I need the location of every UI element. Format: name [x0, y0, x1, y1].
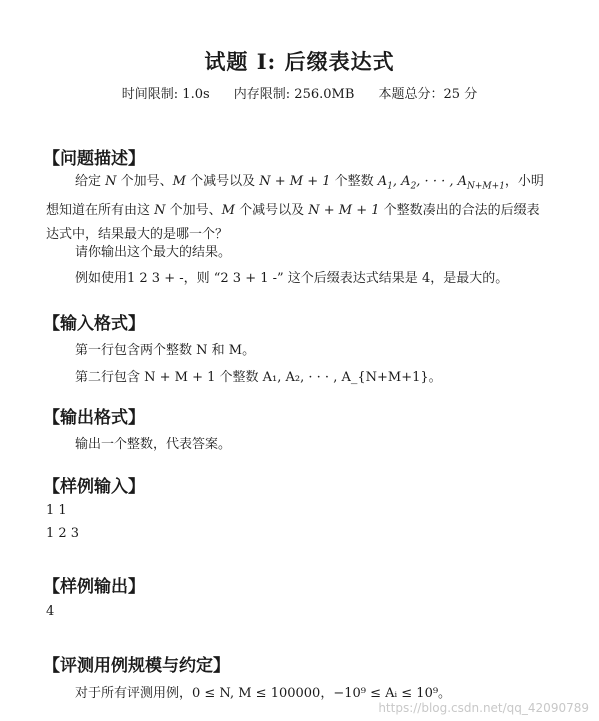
problem-text-b: 个加号、	[116, 174, 173, 189]
problem-text-g: 个减号以及	[234, 202, 309, 218]
sample-input-line-2: 1 2 3	[46, 526, 80, 541]
problem-description-paragraph	[46, 170, 546, 247]
output-line-1: 输出一个整数，代表答案。	[75, 437, 232, 452]
heading-constraints: 【评测用例规模与约定】	[43, 656, 230, 676]
problem-title: 试题 I: 后缀表达式	[204, 49, 395, 74]
constraints-line-1: 对于所有评测用例，0 ≤ N, M ≤ 100000，−10⁹ ≤ Aᵢ ≤ 10⁹。	[75, 686, 452, 701]
problem-text-d: 个整数	[330, 174, 378, 189]
expr-n-m-1: N + M + 1	[259, 174, 331, 189]
input-line-2: 第二行包含 N + M + 1 个整数 A₁, A₂, · · · , A_{N+M+1}。	[75, 370, 442, 385]
heading-problem-description: 【问题描述】	[43, 149, 145, 169]
total-score: 本题总分：25 分	[378, 87, 478, 102]
sample-input-line-1: 1 1	[46, 503, 67, 518]
time-limit: 时间限制: 1.0s	[121, 87, 210, 102]
heading-output-format: 【输出格式】	[43, 408, 145, 428]
var-n-2: N	[154, 202, 166, 218]
memory-limit: 内存限制: 256.0MB	[233, 87, 355, 102]
watermark-text: https://blog.csdn.net/qq_42090789	[378, 701, 589, 715]
sample-output-line-1: 4	[46, 604, 55, 619]
heading-sample-output: 【样例输出】	[43, 577, 145, 597]
problem-text-f: 个加号、	[165, 202, 222, 218]
expr-n-m-1-2: N + M + 1	[308, 202, 380, 218]
heading-sample-input: 【样例输入】	[43, 477, 145, 497]
problem-text-h: 个整数凑出的合法的后缀表达式中，结果最大的是哪一个？	[46, 202, 540, 242]
var-m: M	[172, 174, 186, 189]
problem-text-c: 个减号以及	[185, 174, 260, 189]
problem-meta	[0, 83, 599, 102]
sequence-a: $A_1$, $A_2$, · · · , $A_{N+M+1}$	[377, 174, 505, 192]
var-n: N	[105, 174, 117, 189]
problem-line-2: 请你输出这个最大的结果。	[75, 245, 232, 260]
var-m-2: M	[221, 202, 235, 218]
problem-text-e: ，小明想知道在所有由这	[46, 174, 544, 218]
input-line-1: 第一行包含两个整数 N 和 M。	[75, 343, 256, 358]
heading-input-format: 【输入格式】	[43, 314, 145, 334]
problem-line-3: 例如使用1 2 3 + -，则 “2 3 + 1 -” 这个后缀表达式结果是 4，是最大的。	[75, 271, 509, 286]
problem-text-a: 给定	[75, 174, 106, 189]
